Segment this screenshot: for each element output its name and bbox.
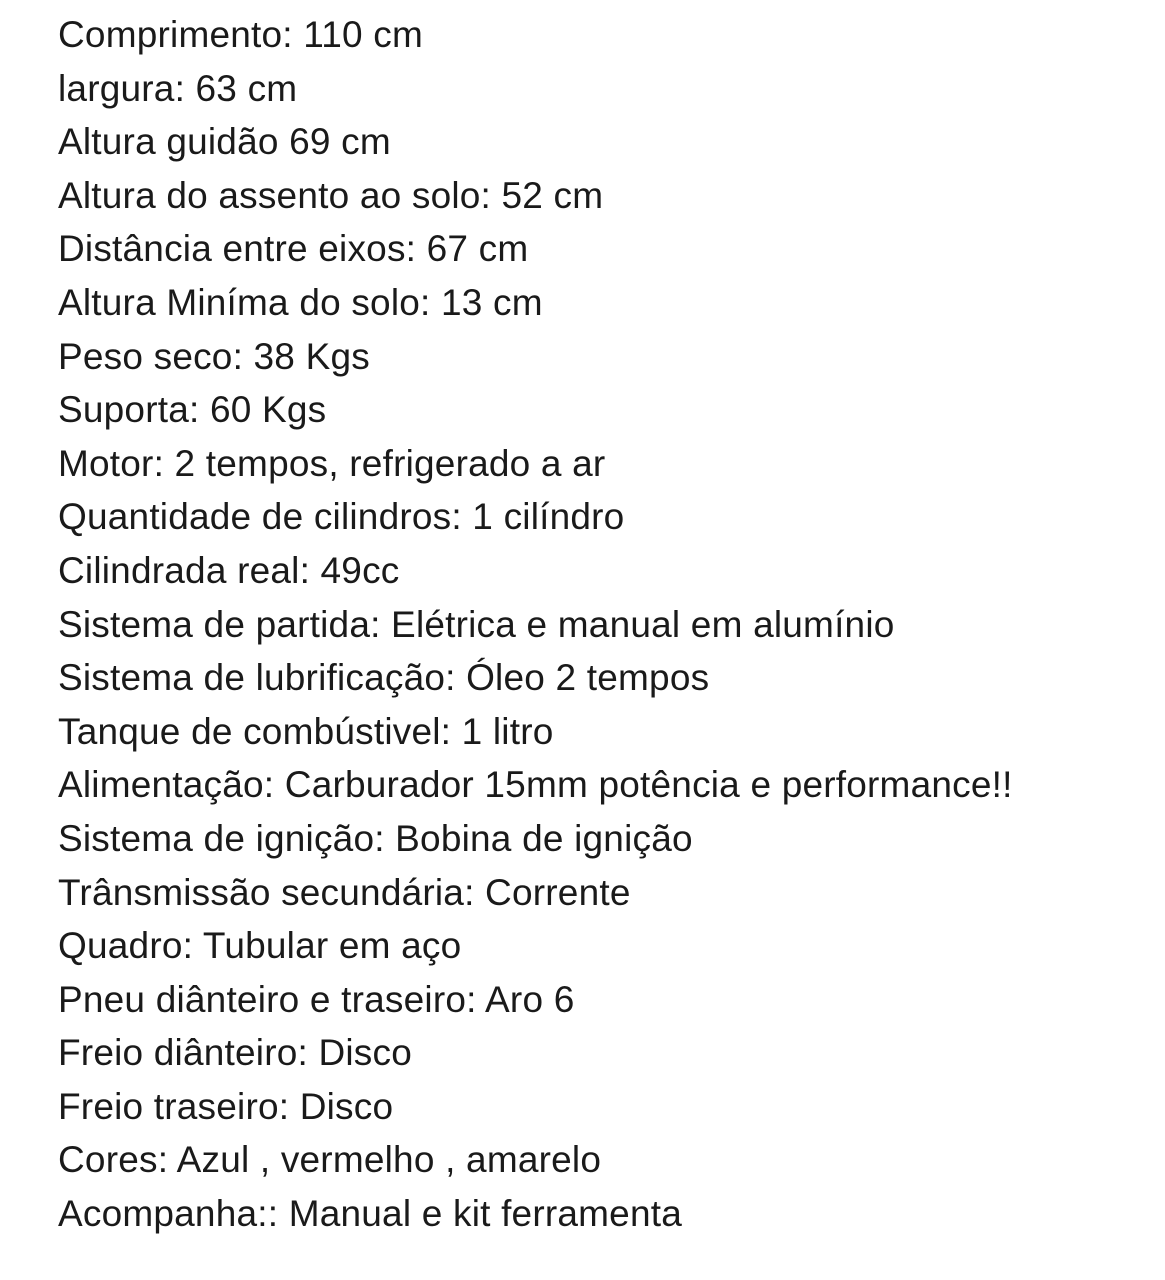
spec-seat-height: Altura do assento ao solo: 52 cm	[58, 174, 604, 216]
spec-dry-weight: Peso seco: 38 Kgs	[58, 335, 370, 377]
spec-list	[58, 8, 1013, 1241]
spec-length: Comprimento: 110 cm	[58, 14, 424, 55]
spec-fuel-feed: Alimentação: Carburador 15mm potência e performance!!	[58, 764, 1013, 806]
spec-ignition: Sistema de ignição: Bobina de ignição	[58, 817, 693, 859]
spec-cylinders: Quantidade de cilindros: 1 cilíndro	[58, 496, 625, 538]
spec-included: Acompanha:: Manual e kit ferramenta	[58, 1193, 682, 1235]
spec-transmission: Trânsmissão secundária: Corrente	[58, 871, 631, 913]
spec-width: largura: 63 cm	[58, 67, 298, 109]
spec-wheelbase: Distância entre eixos: 67 cm	[58, 228, 529, 270]
spec-displacement: Cilindrada real: 49cc	[58, 549, 400, 591]
spec-tires: Pneu diânteiro e traseiro: Aro 6	[58, 978, 575, 1020]
spec-lubrication: Sistema de lubrificação: Óleo 2 tempos	[58, 657, 710, 699]
spec-frame: Quadro: Tubular em aço	[58, 925, 462, 967]
spec-ground-clearance: Altura Miníma do solo: 13 cm	[58, 281, 543, 323]
spec-max-load: Suporta: 60 Kgs	[58, 389, 327, 431]
spec-colors: Cores: Azul , vermelho , amarelo	[58, 1139, 602, 1181]
spec-starter: Sistema de partida: Elétrica e manual em alumínio	[58, 603, 895, 645]
spec-handlebar-height: Altura guidão 69 cm	[58, 121, 391, 163]
spec-fuel-tank: Tanque de combústivel: 1 litro	[58, 710, 554, 752]
spec-rear-brake: Freio traseiro: Disco	[58, 1085, 394, 1127]
spec-engine: Motor: 2 tempos, refrigerado a ar	[58, 442, 606, 484]
spec-front-brake: Freio diânteiro: Disco	[58, 1032, 412, 1074]
